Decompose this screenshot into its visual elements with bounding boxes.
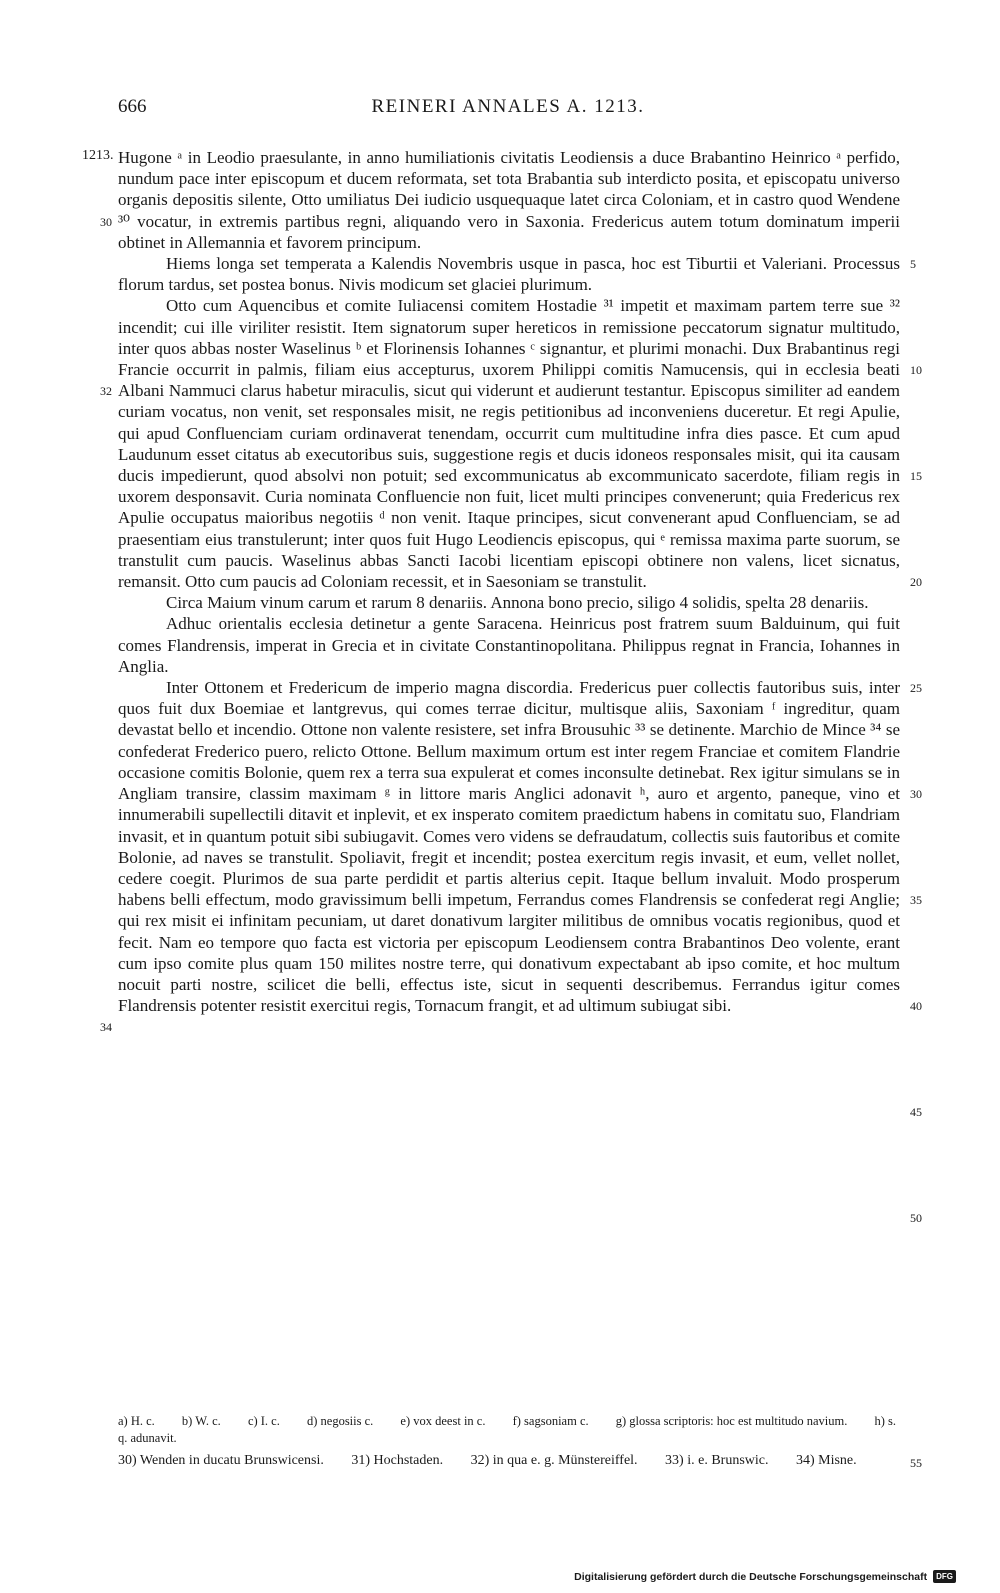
note: 32) in qua e. g. Münstereiffel. [470, 1453, 638, 1468]
line-number-ref: 30 [910, 787, 922, 801]
paragraph: Otto cum Aquencibus et comite Iuliacensi comitem Hostadie ³¹ impetit et maximam partem terre sue ³² incendit; cui ille viriliter resistit. Item signatorum super hereticos in remissione peccatorum signatur multitudo, inter quos abbas noster Waselinus ᵇ et Florinensis Iohannes ᶜ signantur, et plurimi monachi. Dux Brabantinus regi Francie occurrit in palmis, filiam eius accepturus, uxorem Philippi comitis Namucensis, qui in ecclesia beati Albani Nammuci clarus habetur miraculis, sicut qui viderunt et audierunt testantur. Episcopus similiter ad eandem curiam vocatus, non venit, set responsales misit, ne regis petitionibus ad inconveniens duceretur. Et regi Apulie, qui apud Confluenciam curiam ordinaverat tenendam, occurrit cum multitudine infra dies pasce. Et cum apud Laudunum esset citatus ab executoribus suis, suggestione regis et ducis idoneos responsales misit, qui ita causam ducis impedierunt, quod absolvi non potuit; sed excommunicatus ab excommunicato sacerdote, filiam regis in uxorem desponsavit. Curia nominata Confluencie non fuit, licet multi principes convenerunt; quia Fredericus rex Apulie occupatus maioribus negotiis ᵈ non venit. Itaque principes, sicut convenerant apud Confluenciam, se ad praesentiam eius transtulerunt; inter quos fuit Hugo Leodiencis episcopus, qui ᵉ remissa maxima parte suorum, se transtulit cum paucis. Waselinus abbas Sancti Iacobi licentiam episcopi obtinere non valens, licet sicnatus, remansit. Otto cum paucis ad Coloniam recessit, et in Saesoniam se transtulit. [118, 296, 900, 592]
page-header [118, 96, 898, 122]
line-number-ref: 20 [910, 575, 922, 589]
line-number-ref: 5 [910, 257, 916, 271]
explanatory-notes [118, 1452, 898, 1469]
note: c) I. c. [247, 1414, 280, 1428]
paragraph: Inter Ottonem et Fredericum de imperio magna discordia. Fredericus puer collectis fautoribus suis, inter quos fuit dux Boemiae et lantgrevus, qui comes terrae dicitur, multisque aliis, Saxoniam ᶠ ingreditur, quam devastat bello et incendio. Ottone non valente resistere, set infra Brousuhic ³³ se detinente. Marchio de Mince ³⁴ se confederat Frederico puero, relicto Ottone. Bellum maximum ortum est inter regem Franciae et comitem Flandrie occasione comitis Bolonie, quem rex a terra sua expulerat et comes inconsulte detinebat. Rex igitur simulans se in Angliam transire, classim maximam ᵍ in littore maris Anglici adonavit ʰ, auro et argento, paneque, vino et innumerabili supellectili ditavit et inplevit, et ex insperato comitem praedictum habens in comitatu suo, Flandriam invasit, et in quantum potuit sibi subiugavit. Comes vero videns se defraudatum, collectis suis fautoribus et comite Bolonie, ad naves se transtulit. Spoliavit, fregit et incendit; postea exercitum regis invasit, et eum, vellet nollet, cedere coegit. Plurimos de sua parte perdidit et partis alterius cepit. Itaque bellum invaluit. Modo prosperum habens belli effectum, modo gravissimum belli impetum, Ferrandus comes Flandrensis se confederat regi Anglie; qui rex misit ei infinitam pecuniam, ut daret donativum largiter militibus de omnibus vocatis regionibus, quod et fecit. Nam eo tempore quo facta est victoria per episcopum Leodiensem contra Brabantinos Deo volente, erant cum ipso comite plus quam 150 milites nostre terre, qui donativum expectabant ab ipso comite, et hoc multum nocuit parti nostre, scilicet die belli, effectus iste, sicut in sequenti describemus. Ferrandus igitur comes Flandrensis potenter resistit exercitui regis, Tornacum frangit, et ad ultimum subiugat sibi. [118, 678, 900, 1016]
paragraph: Hiems longa set temperata a Kalendis Novembris usque in pasca, hoc est Tiburtii et Valeriani. Processus florum tardus, set postea bonus. Nivis modicum set glaciei plurimum. [118, 254, 900, 295]
main-text [118, 147, 900, 1016]
line-number-ref: 50 [910, 1211, 922, 1225]
page-number: 666 [118, 96, 147, 117]
note: a) H. c. [118, 1414, 155, 1428]
note: d) negosiis c. [306, 1414, 374, 1428]
dfg-logo: DFG [933, 1570, 956, 1583]
paragraph: Circa Maium vinum carum et rarum 8 denariis. Annona bono precio, siligo 4 solidis, spelta 28 denariis. [166, 593, 869, 613]
line-number-ref: 40 [910, 999, 922, 1013]
digitization-footer [574, 1570, 956, 1583]
line-number-ref: 35 [910, 893, 922, 907]
line-number-ref: 10 [910, 363, 922, 377]
paragraph: Hugone ᵃ in Leodio praesulante, in anno humiliationis civitatis Leodiensis a duce Brabantino Heinrico ᵃ perfido, nundum pace inter episcopum et ducem reformata, set tota Brabantia sub interdicto posita, et episcopatu universo organis depositis silente, Otto umiliatus Dei iudicio usquequaque latet circa Coloniam, et in castro quod Wendene ³⁰ vocatur, in extremis partibus regni, aliquando vero in Saxonia. Fredericus autem totum dominatum imperii obtinet in Allemannia et favorem principum. [118, 148, 900, 252]
line-number-ref: 45 [910, 1105, 922, 1119]
notes-line-ref: 55 [910, 1456, 922, 1470]
footer-text: Digitalisierung gefördert durch die Deutsche Forschungsgemeinschaft [574, 1570, 928, 1583]
textual-notes [118, 1413, 898, 1447]
line-number-ref: 32 [100, 384, 112, 399]
line-number-ref: 25 [910, 681, 922, 695]
note: 31) Hochstaden. [351, 1453, 444, 1468]
note: 33) i. e. Brunswic. [665, 1453, 769, 1468]
note: g) glossa scriptoris: hoc est multitudo navium. [615, 1414, 848, 1428]
line-number-ref: 15 [910, 469, 922, 483]
note: h) s. q. adunavit. [118, 1414, 896, 1445]
line-number-ref: 30 [100, 214, 112, 229]
note: e) vox deest in c. [400, 1414, 486, 1428]
line-number-ref: 34 [100, 1020, 112, 1035]
running-title: REINERI ANNALES A. 1213. [371, 96, 645, 117]
margin-year: 1213. [82, 148, 114, 163]
paragraph: Adhuc orientalis ecclesia detinetur a gente Saracena. Heinricus post fratrem suum Balduinum, qui fuit comes Flandrensis, imperat in Grecia et in civitate Constantinopolitana. Philippus regnat in Francia, Iohannes in Anglia. [118, 614, 900, 676]
note: b) W. c. [181, 1414, 221, 1428]
note: f) sagsoniam c. [512, 1414, 589, 1428]
note: 30) Wenden in ducatu Brunswicensi. [118, 1453, 324, 1468]
note: 34) Misne. [795, 1453, 857, 1468]
